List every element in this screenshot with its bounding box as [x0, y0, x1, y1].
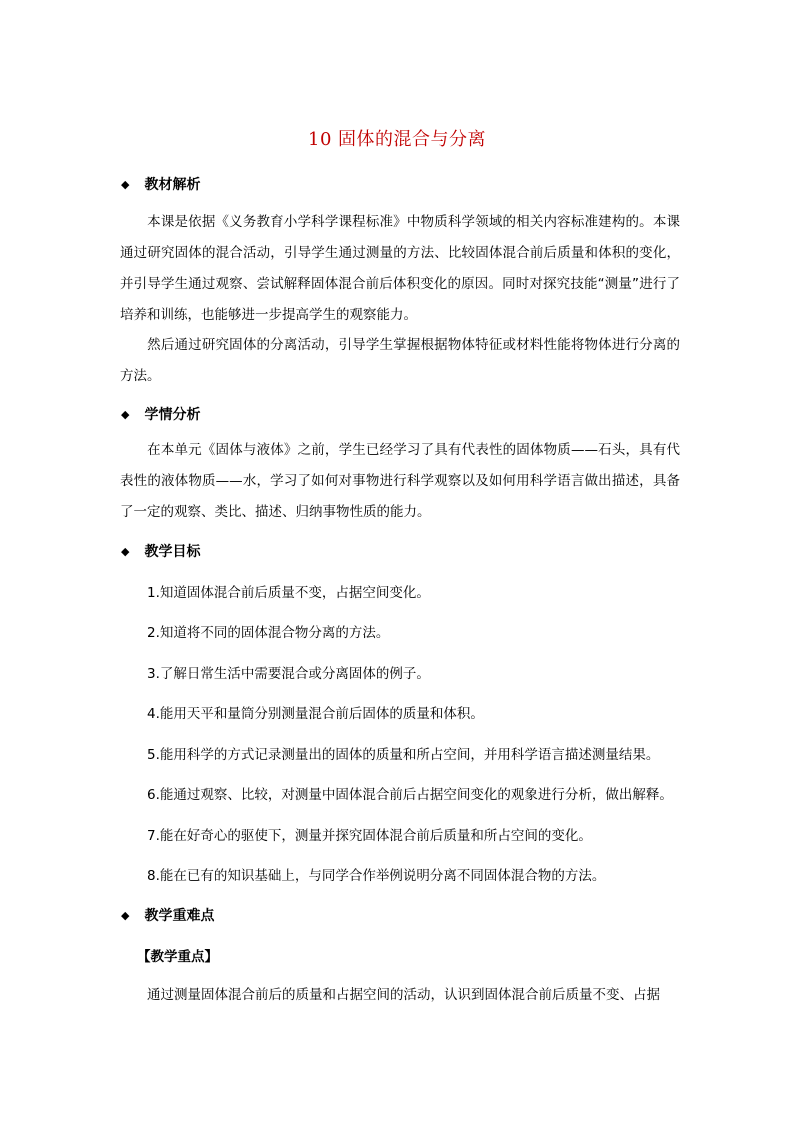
objective-item: 8.能在已有的知识基础上，与同学合作举例说明分离不同固体混合物的方法。 [147, 868, 606, 884]
title-text: 固体的混合与分离 [337, 129, 486, 150]
paragraph-separation-method [120, 330, 680, 392]
section-title: 教学目标 [144, 544, 201, 560]
section-heading-key-difficult-points [121, 905, 214, 925]
paragraph-text: 通过测量固体混合前后的质量和占据空间的活动，认识到固体混合前后质量不变、占据 [147, 987, 660, 1003]
section-heading-teaching-objectives [121, 541, 200, 561]
diamond-bullet-icon: ◆ [121, 909, 130, 922]
diamond-bullet-icon: ◆ [121, 545, 130, 558]
diamond-bullet-icon: ◆ [121, 408, 130, 421]
objective-item: 4.能用天平和量筒分别测量混合前后固体的质量和体积。 [147, 706, 484, 722]
paragraph-textbook-analysis [120, 207, 680, 331]
paragraph-student-analysis [120, 435, 680, 528]
paragraph-text: 然后通过研究固体的分离活动，引导学生掌握根据物体特征或材料性能将物体进行分离的方法。 [120, 337, 680, 384]
title-number: 10 [308, 129, 332, 150]
key-points-label: 【教学重点】 [137, 949, 218, 965]
section-title: 学情分析 [144, 407, 201, 423]
section-heading-textbook-analysis [121, 174, 200, 194]
paragraph-key-points [120, 980, 680, 1011]
objective-item: 1.知道固体混合前后质量不变，占据空间变化。 [147, 585, 430, 601]
objective-item: 7.能在好奇心的驱使下，测量并探究固体混合前后质量和所占空间的变化。 [147, 828, 592, 844]
page-title [0, 125, 794, 151]
objective-item: 3.了解日常生活中需要混合或分离固体的例子。 [147, 666, 430, 682]
objective-item: 6.能通过观察、比较，对测量中固体混合前后占据空间变化的观象进行分析，做出解释。 [147, 787, 673, 803]
diamond-bullet-icon: ◆ [121, 178, 130, 191]
paragraph-text: 在本单元《固体与液体》之前，学生已经学习了具有代表性的固体物质——石头，具有代表性的液体物质——水，学习了如何对事物进行科学观察以及如何用科学语言做出描述，具备了一定的观察、类比、描述、归纳事物性质的能力。 [120, 442, 680, 520]
section-title: 教材解析 [144, 177, 201, 193]
objective-item: 2.知道将不同的固体混合物分离的方法。 [147, 625, 390, 641]
section-title: 教学重难点 [144, 908, 215, 924]
paragraph-text: 本课是依据《义务教育小学科学课程标准》中物质科学领域的相关内容标准建构的。本课通过研究固体的混合活动，引导学生通过测量的方法、比较固体混合前后质量和体积的变化，并引导学生通过观察、尝试解释固体混合前后体积变化的原因。同时对探究技能“测量”进行了培养和训练，也能够进一步提高学生的观察能力。 [120, 214, 680, 323]
section-heading-student-analysis [121, 404, 200, 424]
objective-item: 5.能用科学的方式记录测量出的固体的质量和所占空间，并用科学语言描述测量结果。 [147, 747, 660, 763]
